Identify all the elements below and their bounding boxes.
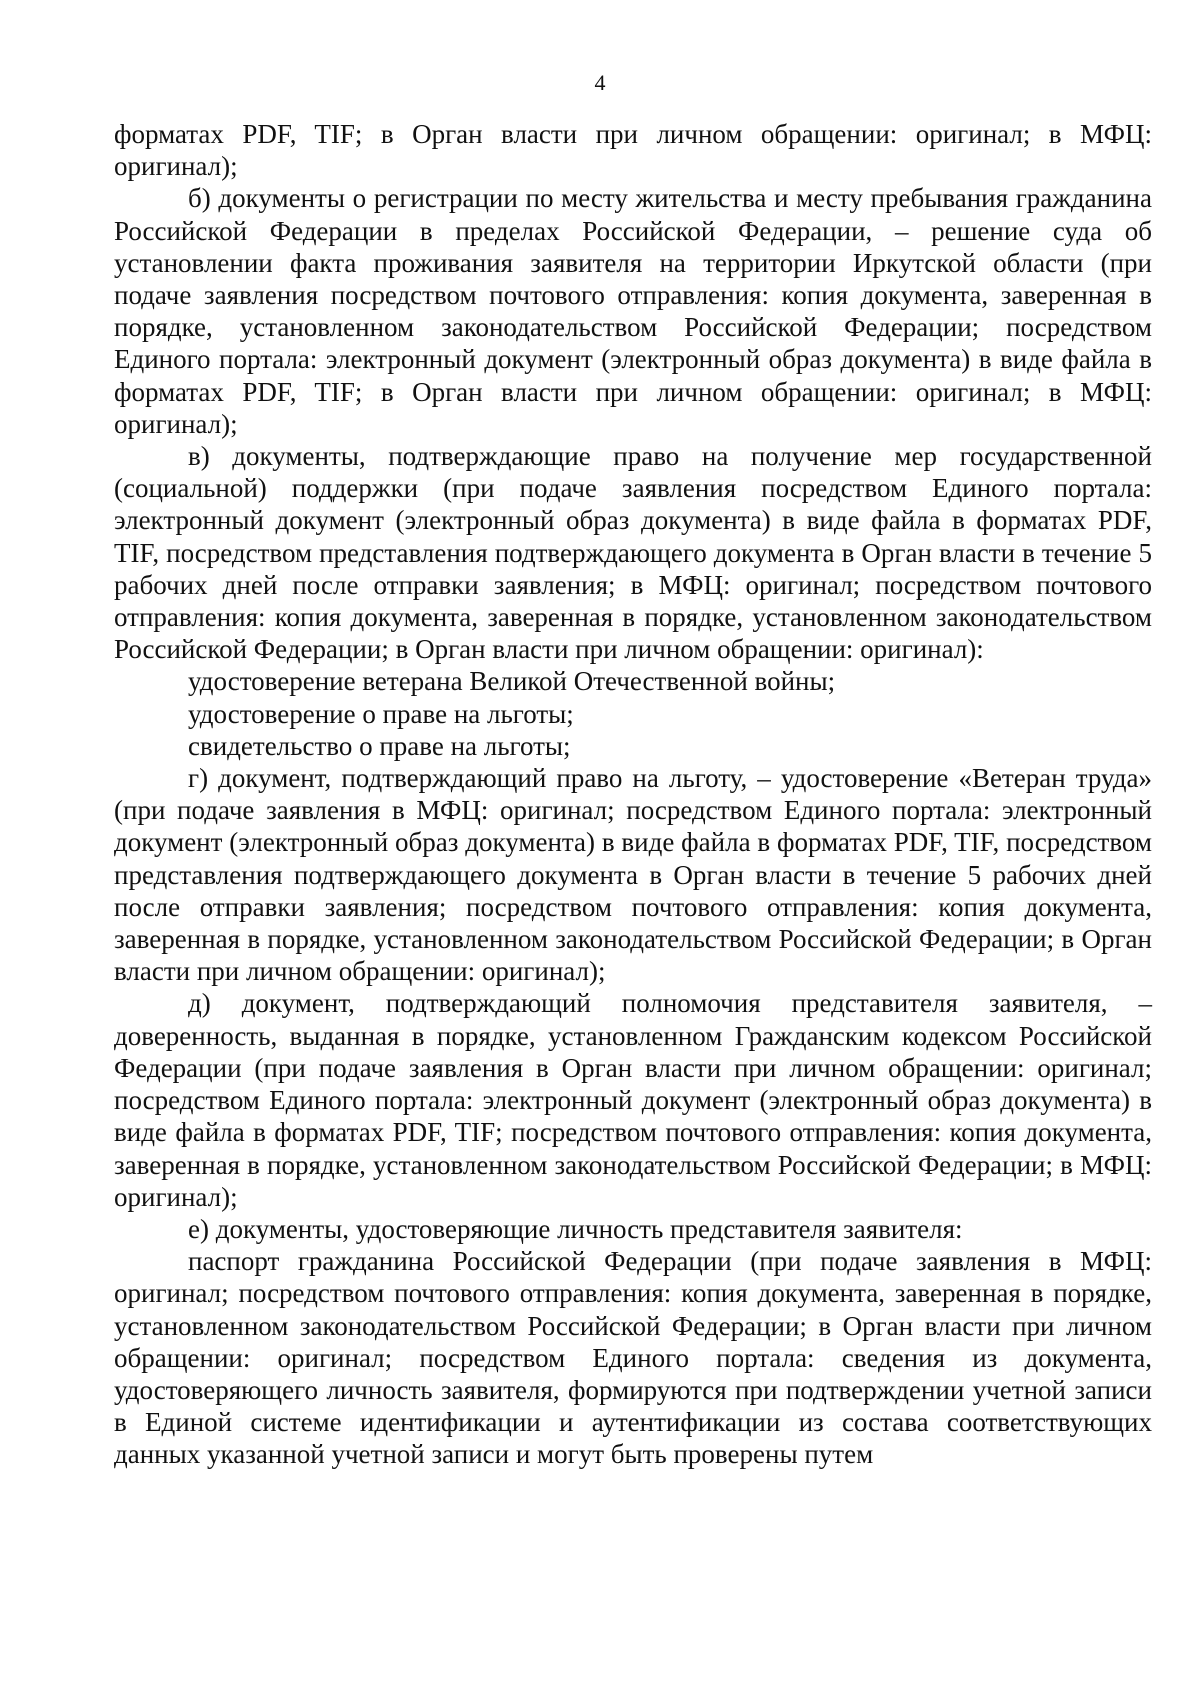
page-number: 4 [594, 70, 606, 95]
list-item-benefits-testimony: свидетельство о праве на льготы; [188, 730, 571, 761]
paragraph-item-b: б) документы о регистрации по месту жительства и месту пребывания гражданина Российской Федерации в пределах Российской Федерации, – решение суда об установлении факта проживания заявителя на территории Иркутской области (при подаче заявления посредством почтового отправления: копия документа, заверенная в порядке, установленном законодательством Российской Федерации; посредством Единого портала: электронный документ (электронный образ документа) в виде файла в форматах PDF, TIF; в Орган власти при личном обращении: оригинал; в МФЦ: оригинал); [114, 183, 1152, 439]
document-body [114, 118, 1152, 1471]
paragraph-continuation: форматах PDF, TIF; в Орган власти при личном обращении: оригинал; в МФЦ: оригинал); [114, 119, 1152, 182]
paragraph-item-g: г) документ, подтверждающий право на льготу, – удостоверение «Ветеран труда» (при подаче заявления в МФЦ: оригинал; посредством Единого портала: электронный документ (электронный образ документа) в виде файла в форматах PDF, TIF, посредством представления подтверждающего документа в Орган власти в течение 5 рабочих дней после отправки заявления; посредством почтового отправления: копия документа, заверенная в порядке, установленном законодательством Российской Федерации; в Орган власти при личном обращении: оригинал); [114, 763, 1152, 987]
paragraph-passport: паспорт гражданина Российской Федерации (при подаче заявления в МФЦ: оригинал; посредством почтового отправления: копия документа, заверенная в порядке, установленном законодательством Российской Федерации; в Орган власти при личном обращении: оригинал; посредством Единого портала: сведения из документа, удостоверяющего личность заявителя, формируются при подтверждении учетной записи в Единой системе идентификации и аутентификации из состава соответствующих данных указанной учетной записи и могут быть проверены путем [114, 1246, 1152, 1470]
paragraph-item-e: е) документы, удостоверяющие личность представителя заявителя: [188, 1213, 963, 1244]
paragraph-item-v: в) документы, подтверждающие право на получение мер государственной (социальной) поддержки (при подаче заявления посредством Единого портала: электронный документ (электронный образ документа) в виде файла в форматах PDF, TIF, посредством представления подтверждающего документа в Орган власти в течение 5 рабочих дней после отправки заявления; в МФЦ: оригинал; посредством почтового отправления: копия документа, заверенная в порядке, установленном законодательством Российской Федерации; в Орган власти при личном обращении: оригинал): [114, 441, 1152, 665]
paragraph-item-d: д) документ, подтверждающий полномочия представителя заявителя, – доверенность, выданная в порядке, установленном Гражданским кодексом Российской Федерации (при подаче заявления в Орган власти при личном обращении: оригинал; посредством Единого портала: электронный документ (электронный образ документа) в виде файла в форматах PDF, TIF; посредством почтового отправления: копия документа, заверенная в порядке, установленном законодательством Российской Федерации; в МФЦ: оригинал); [114, 988, 1152, 1212]
list-item-veteran-certificate: удостоверение ветерана Великой Отечественной войны; [188, 666, 836, 697]
list-item-benefits-certificate: удостоверение о праве на льготы; [188, 698, 574, 729]
